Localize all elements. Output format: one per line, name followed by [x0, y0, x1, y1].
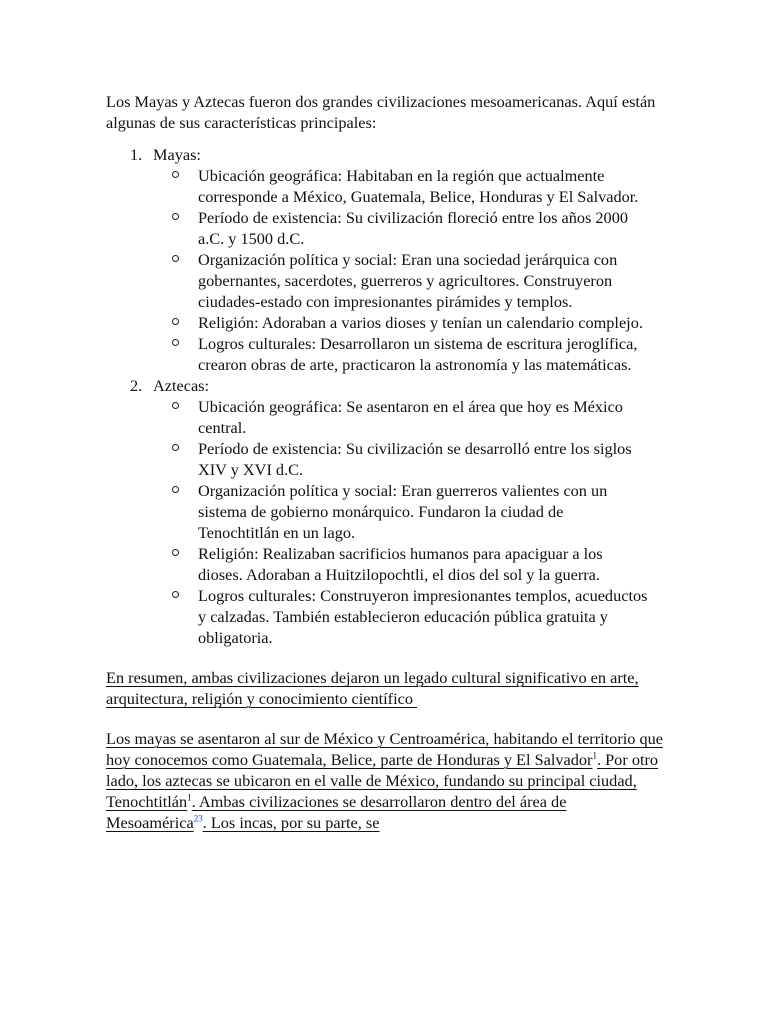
- section-title: Mayas:: [153, 145, 201, 164]
- bullet-circle-icon: [172, 255, 179, 262]
- civilizations-list: [106, 144, 668, 648]
- bullet-circle-icon: [172, 486, 179, 493]
- section-heading: [106, 375, 668, 396]
- list-item: [172, 543, 648, 585]
- bullet-circle-icon: [172, 339, 179, 346]
- list-item-text: Logros culturales: Construyeron impresionantes templos, acueductos y calzadas. También establecieron educación pública gratuita y obligatoria.: [198, 586, 648, 647]
- intro-paragraph: Los Mayas y Aztecas fueron dos grandes civilizaciones mesoamericanas. Aquí están algunas de sus características principales:: [106, 92, 656, 132]
- list-item-text: Ubicación geográfica: Habitaban en la región que actualmente corresponde a México, Guatemala, Belice, Honduras y El Salvador.: [198, 166, 639, 206]
- list-item-text: Ubicación geográfica: Se asentaron en el área que hoy es México central.: [198, 397, 623, 437]
- list-item: [172, 249, 648, 312]
- aztecas-sublist: [106, 396, 668, 648]
- summary-text: En resumen, ambas civilizaciones dejaron un legado cultural significativo en arte, arquitectura, religión y conocimiento científico: [106, 668, 639, 708]
- final-text-1: Los mayas se asentaron al sur de México y Centroamérica, habitando el territorio que hoy conocemos como Guatemala, Belice, parte de Honduras y El Salvador: [106, 729, 663, 769]
- list-item: [172, 312, 648, 333]
- list-item: [172, 165, 648, 207]
- footnote-ref[interactable]: 1: [187, 792, 192, 803]
- bullet-circle-icon: [172, 213, 179, 220]
- list-item: [172, 396, 648, 438]
- footnote-ref[interactable]: 1: [592, 750, 597, 761]
- bullet-circle-icon: [172, 171, 179, 178]
- list-item: [172, 585, 648, 648]
- list-item-text: Logros culturales: Desarrollaron un sistema de escritura jeroglífica, crearon obras de arte, practicaron la astronomía y las matemáticas.: [198, 334, 638, 374]
- section-number: 2.: [130, 376, 143, 395]
- list-item-text: Período de existencia: Su civilización floreció entre los años 2000 a.C. y 1500 d.C.: [198, 208, 628, 248]
- list-item-aztecas: [106, 375, 668, 648]
- section-title: Aztecas:: [153, 376, 210, 395]
- list-item: [172, 207, 648, 249]
- bullet-circle-icon: [172, 549, 179, 556]
- bullet-circle-icon: [172, 444, 179, 451]
- bullet-circle-icon: [172, 591, 179, 598]
- bullet-circle-icon: [172, 402, 179, 409]
- list-item-text: Organización política y social: Eran guerreros valientes con un sistema de gobierno monárquico. Fundaron la ciudad de Tenochtitlán en un lago.: [198, 481, 608, 542]
- footnote-ref-link[interactable]: 23: [193, 813, 203, 824]
- summary-paragraph: [106, 667, 666, 709]
- section-heading: [106, 144, 668, 165]
- section-number: 1.: [130, 145, 143, 164]
- list-item-text: Período de existencia: Su civilización se desarrolló entre los siglos XIV y XVI d.C.: [198, 439, 632, 479]
- final-paragraph: [106, 728, 666, 833]
- list-item-text: Organización política y social: Eran una sociedad jerárquica con gobernantes, sacerdotes, guerreros y agricultores. Construyeron ciudades-estado con impresionantes pirámides y templos.: [198, 250, 618, 311]
- list-item: [172, 480, 648, 543]
- list-item-text: Religión: Realizaban sacrificios humanos para apaciguar a los dioses. Adoraban a Huitzilopochtli, el dios del sol y la guerra.: [198, 544, 603, 584]
- final-text-2: . Por otro lado, los aztecas se ubicaron en el valle de México, fundando su principal ciudad, Tenochtitlán: [106, 750, 659, 811]
- summary-trailing-space: [413, 689, 417, 708]
- bullet-circle-icon: [172, 318, 179, 325]
- list-item-mayas: [106, 144, 668, 375]
- final-text-3: . Ambas civilizaciones se desarrollaron dentro del área de Mesoamérica: [106, 792, 567, 832]
- mayas-sublist: [106, 165, 668, 375]
- list-item-text: Religión: Adoraban a varios dioses y tenían un calendario complejo.: [198, 313, 643, 332]
- list-item: [172, 333, 648, 375]
- final-text-4: . Los incas, por su parte, se: [202, 813, 380, 832]
- list-item: [172, 438, 648, 480]
